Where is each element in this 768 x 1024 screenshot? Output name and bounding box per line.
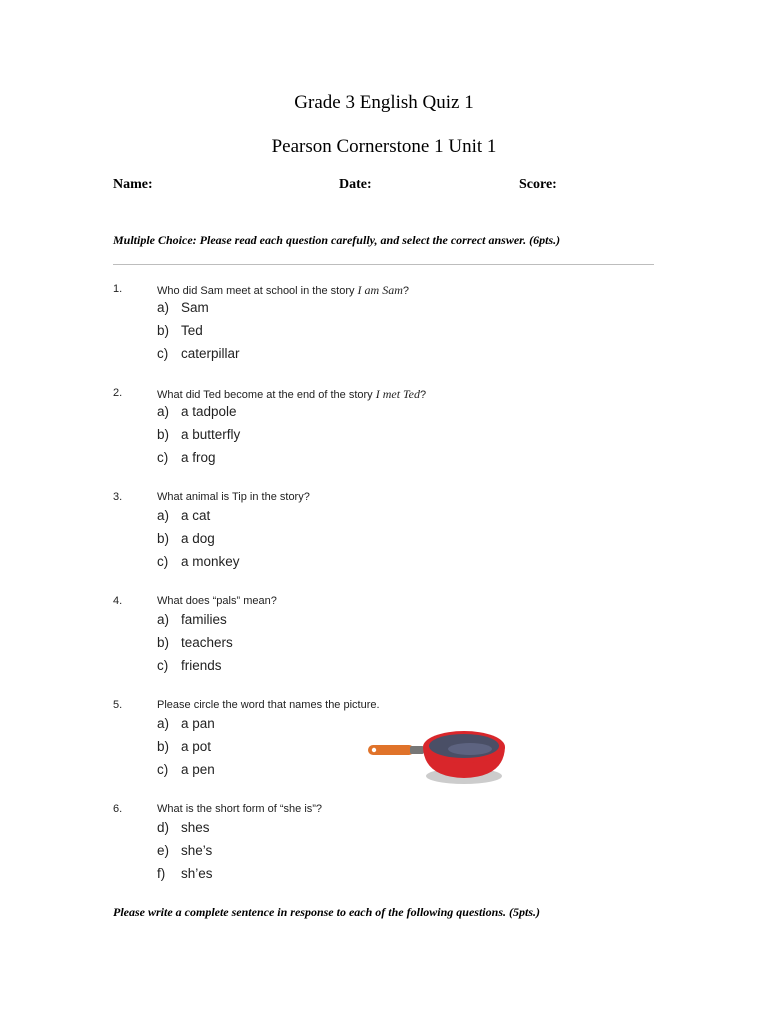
question-number: 3. xyxy=(113,491,123,503)
answer-option[interactable] xyxy=(113,820,673,843)
option-text: sh’es xyxy=(181,866,213,881)
answer-option[interactable] xyxy=(113,658,673,681)
option-letter: c) xyxy=(157,450,169,465)
answer-option[interactable] xyxy=(113,554,673,577)
option-letter: c) xyxy=(157,554,169,569)
option-text: a frog xyxy=(181,450,216,465)
question-text xyxy=(157,491,310,503)
option-text: Ted xyxy=(181,323,203,338)
question-number: 4. xyxy=(113,595,123,607)
pan-handle-joint xyxy=(410,746,424,754)
question-text-before: Please circle the word that names the picture. xyxy=(157,699,380,711)
option-letter: d) xyxy=(157,820,170,835)
question-number: 5. xyxy=(113,699,123,711)
story-title: I met Ted xyxy=(375,387,420,401)
option-text: Sam xyxy=(181,300,209,315)
option-letter: c) xyxy=(157,762,169,777)
option-text: a pan xyxy=(181,716,215,731)
answer-option[interactable] xyxy=(113,508,673,531)
question-text-before: What is the short form of “she is”? xyxy=(157,803,323,815)
pan-handle-hole xyxy=(372,748,376,752)
answer-option[interactable] xyxy=(113,866,673,889)
question-4 xyxy=(113,592,673,681)
question-text xyxy=(157,387,426,402)
option-letter: a) xyxy=(157,716,170,731)
question-text-after: ? xyxy=(402,285,409,297)
option-letter: c) xyxy=(157,658,169,673)
question-line xyxy=(113,800,673,820)
option-text: caterpillar xyxy=(181,346,240,361)
option-letter: a) xyxy=(157,300,170,315)
option-text: a butterfly xyxy=(181,427,241,442)
multiple-choice-instruction: Multiple Choice: Please read each question carefully, and select the correct answer. (6pts.) xyxy=(113,233,561,247)
question-1 xyxy=(113,280,673,369)
option-letter: b) xyxy=(157,635,170,650)
option-letter: a) xyxy=(157,508,170,523)
option-letter: b) xyxy=(157,323,170,338)
option-text: a monkey xyxy=(181,554,240,569)
answer-option[interactable] xyxy=(113,404,673,427)
question-number: 1. xyxy=(113,283,123,295)
written-response-instruction: Please write a complete sentence in response to each of the following questions. (5pts.) xyxy=(113,905,540,919)
option-letter: b) xyxy=(157,531,170,546)
question-text xyxy=(157,699,380,711)
question-text-before: What does “pals” mean? xyxy=(157,595,277,607)
option-text: a pot xyxy=(181,739,212,754)
option-letter: e) xyxy=(157,843,170,858)
option-text: a pen xyxy=(181,762,215,777)
question-line xyxy=(113,592,673,612)
answer-option[interactable] xyxy=(113,843,673,866)
question-text-before: What did Ted become at the end of the story xyxy=(157,389,376,401)
quiz-title: Grade 3 English Quiz 1 xyxy=(294,92,474,113)
question-number: 6. xyxy=(113,803,123,815)
answer-option[interactable] xyxy=(113,531,673,554)
option-letter: c) xyxy=(157,346,169,361)
pan-inner-highlight xyxy=(448,743,492,755)
question-text-after: ? xyxy=(419,389,427,401)
answer-option[interactable] xyxy=(113,612,673,635)
option-letter: a) xyxy=(157,612,170,627)
option-text: families xyxy=(181,612,227,627)
question-3 xyxy=(113,488,673,577)
question-6 xyxy=(113,800,673,889)
quiz-subtitle: Pearson Cornerstone 1 Unit 1 xyxy=(271,136,497,157)
divider xyxy=(113,264,654,265)
answer-option[interactable] xyxy=(113,323,673,346)
option-letter: b) xyxy=(157,427,170,442)
name-label: Name: xyxy=(113,177,153,192)
option-text: a dog xyxy=(181,531,215,546)
question-number: 2. xyxy=(113,387,123,399)
option-text: she’s xyxy=(181,843,213,858)
answer-option[interactable] xyxy=(113,450,673,473)
question-2 xyxy=(113,384,673,473)
answer-option[interactable] xyxy=(113,346,673,369)
option-text: friends xyxy=(181,658,222,673)
frying-pan-icon xyxy=(366,723,511,787)
option-letter: f) xyxy=(157,866,166,881)
answer-option[interactable] xyxy=(113,427,673,450)
story-title: I am Sam xyxy=(357,283,403,297)
question-text-before: Who did Sam meet at school in the story xyxy=(157,285,358,297)
date-label: Date: xyxy=(339,177,372,192)
question-text xyxy=(157,595,277,607)
question-line xyxy=(113,280,673,300)
question-line xyxy=(113,488,673,508)
option-text: teachers xyxy=(181,635,233,650)
answer-option[interactable] xyxy=(113,300,673,323)
option-text: a tadpole xyxy=(181,404,237,419)
option-letter: a) xyxy=(157,404,170,419)
option-text: a cat xyxy=(181,508,211,523)
question-line xyxy=(113,696,673,716)
answer-option[interactable] xyxy=(113,635,673,658)
question-text-before: What animal is Tip in the story? xyxy=(157,491,310,503)
option-letter: b) xyxy=(157,739,170,754)
score-label: Score: xyxy=(519,177,557,192)
question-line xyxy=(113,384,673,404)
question-text xyxy=(157,803,322,815)
option-text: shes xyxy=(181,820,210,835)
question-text xyxy=(157,283,409,298)
